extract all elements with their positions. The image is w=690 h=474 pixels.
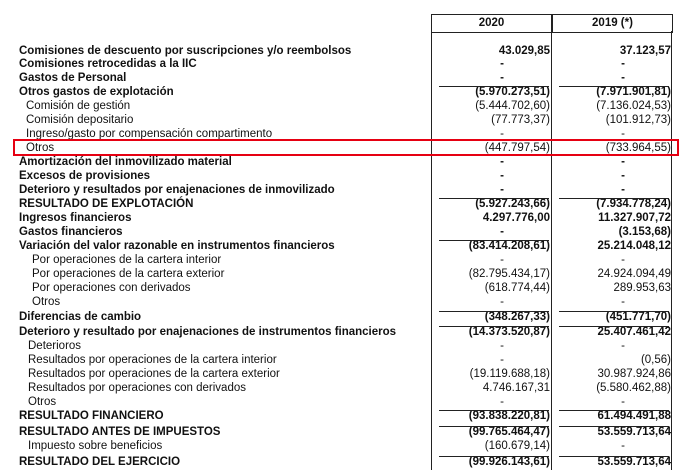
value-2020: (99.926.143,61) (468, 456, 550, 468)
row-label: Amortización del inmovilizado material (19, 156, 232, 168)
value-2019: - (621, 296, 625, 308)
table-row (0, 113, 690, 127)
value-2019: (3.153,68) (618, 226, 671, 238)
value-2020: (5.970.273,51) (475, 86, 550, 98)
table-row (0, 85, 690, 99)
value-2019: (733.964,55) (605, 142, 671, 154)
table-row (0, 99, 690, 113)
value-2019: - (621, 440, 625, 452)
value-2019: - (621, 72, 625, 84)
value-2019: - (621, 396, 625, 408)
value-2020: (160.679,14) (484, 440, 550, 452)
row-label: Por operaciones de la cartera interior (32, 254, 222, 266)
value-2020: - (500, 254, 504, 266)
row-label: Otros gastos de explotación (19, 86, 174, 98)
value-2019: (7.934.778,24) (596, 198, 671, 210)
row-label: Ingresos financieros (19, 212, 132, 224)
table-row (0, 44, 690, 58)
value-2019: 11.327.907,72 (598, 212, 671, 224)
value-2020: (19.119.688,18) (469, 368, 550, 380)
value-2020: (5.444.702,60) (475, 100, 550, 112)
value-2020: - (500, 156, 504, 168)
row-label: Impuesto sobre beneficios (28, 440, 163, 452)
value-2020: 43.029,85 (498, 45, 550, 57)
table-row (0, 367, 690, 381)
row-label: Comisión depositario (26, 114, 134, 126)
table-row (0, 425, 690, 439)
highlight-box (13, 139, 679, 156)
value-2019: - (621, 58, 625, 70)
value-2019: (5.580.462,88) (596, 382, 671, 394)
value-2019: - (621, 340, 625, 352)
value-2020: (348.267,33) (484, 311, 550, 323)
row-label: RESULTADO ANTES DE IMPUESTOS (19, 426, 221, 438)
value-2019: (451.771,70) (605, 311, 671, 323)
table-row (0, 439, 690, 453)
row-label: Resultados por operaciones de la cartera interior (28, 354, 277, 366)
value-2019: 25.214.048,12 (597, 240, 671, 252)
value-2019: 25.407.461,42 (597, 326, 671, 338)
row-label: Otros (28, 396, 57, 408)
table-row (0, 183, 690, 197)
table-row (0, 310, 690, 324)
value-2019: 53.559.713,64 (597, 456, 671, 468)
row-label: Resultados por operaciones con derivados (28, 382, 246, 394)
value-2020: - (500, 340, 504, 352)
value-2020: (5.927.243,66) (475, 198, 550, 210)
table-row (0, 239, 690, 253)
value-2020: - (500, 226, 504, 238)
value-2019: - (621, 184, 625, 196)
table-row (0, 211, 690, 225)
value-2020: (83.414.208,61) (468, 240, 550, 252)
value-2020: (99.765.464,47) (468, 426, 550, 438)
column-header-2020: 2020 (431, 14, 552, 33)
value-2020: (82.795.434,17) (468, 268, 550, 280)
row-label: Diferencias de cambio (19, 311, 142, 323)
table-row (0, 339, 690, 353)
table-row (0, 197, 690, 211)
row-label: Por operaciones con derivados (32, 282, 191, 294)
row-label: Otros (26, 142, 55, 154)
row-label: Gastos de Personal (19, 72, 127, 84)
value-2019: 37.123,57 (619, 45, 671, 57)
value-2019: - (621, 254, 625, 266)
value-2019: 289.953,63 (613, 282, 671, 294)
value-2019: - (621, 170, 625, 182)
table-row (0, 281, 690, 295)
table-row (0, 353, 690, 367)
value-2019: (7.971.901,81) (596, 86, 671, 98)
row-label: RESULTADO DE EXPLOTACIÓN (19, 198, 194, 210)
row-label: RESULTADO DEL EJERCICIO (19, 456, 181, 468)
table-row (0, 381, 690, 395)
table-row (0, 155, 690, 169)
value-2020: - (500, 72, 504, 84)
table-row (0, 295, 690, 309)
table-row (0, 225, 690, 239)
value-2020: (93.838.220,81) (468, 410, 550, 422)
value-2020: 4.746.167,31 (482, 382, 550, 394)
value-2019: (0,56) (640, 354, 671, 366)
row-label: Comisión de gestión (26, 100, 131, 112)
value-2020: - (500, 184, 504, 196)
value-2020: 4.297.776,00 (482, 212, 550, 224)
table-row (0, 71, 690, 85)
row-label: Gastos financieros (19, 226, 123, 238)
row-label: Ingreso/gasto por compensación compartimento (26, 128, 273, 140)
row-label: Comisiones retrocedidas a la IIC (19, 58, 197, 70)
table-row (0, 169, 690, 183)
value-2020: - (500, 58, 504, 70)
table-row (0, 455, 690, 469)
row-label: Deterioro y resultado por enajenaciones de instrumentos financieros (19, 326, 397, 338)
value-2019: 24.924.094,49 (597, 268, 671, 280)
value-2020: (77.773,37) (491, 114, 550, 126)
value-2020: (14.373.520,87) (468, 326, 550, 338)
value-2019: (101.912,73) (605, 114, 671, 126)
value-2020: (447.797,54) (484, 142, 550, 154)
row-label: Comisiones de descuento por suscripciones y/o reembolsos (19, 45, 352, 57)
value-2020: - (500, 396, 504, 408)
row-label: Por operaciones de la cartera exterior (32, 268, 225, 280)
value-2019: (7.136.024,53) (596, 100, 671, 112)
row-label: Excesos de provisiones (19, 170, 151, 182)
column-header-2019: 2019 (*) (552, 14, 673, 33)
value-2020: - (500, 128, 504, 140)
table-row (0, 325, 690, 339)
value-2019: - (621, 128, 625, 140)
value-2019: - (621, 156, 625, 168)
value-2019: 30.987.924,86 (597, 368, 671, 380)
value-2020: - (500, 170, 504, 182)
row-label: Variación del valor razonable en instrumentos financieros (19, 240, 335, 252)
row-label: Resultados por operaciones de la cartera exterior (28, 368, 280, 380)
table-row (0, 57, 690, 71)
table-row (0, 395, 690, 409)
value-2019: 61.494.491,88 (597, 410, 671, 422)
row-label: Otros (32, 296, 61, 308)
value-2019: 53.559.713,64 (597, 426, 671, 438)
row-label: RESULTADO FINANCIERO (19, 410, 164, 422)
value-2020: - (500, 354, 504, 366)
table-row (0, 253, 690, 267)
row-label: Deterioros (28, 340, 82, 352)
table-row (0, 267, 690, 281)
row-label: Deterioro y resultados por enajenaciones de inmovilizado (19, 184, 335, 196)
value-2020: - (500, 296, 504, 308)
table-row (0, 409, 690, 423)
value-2020: (618.774,44) (484, 282, 550, 294)
